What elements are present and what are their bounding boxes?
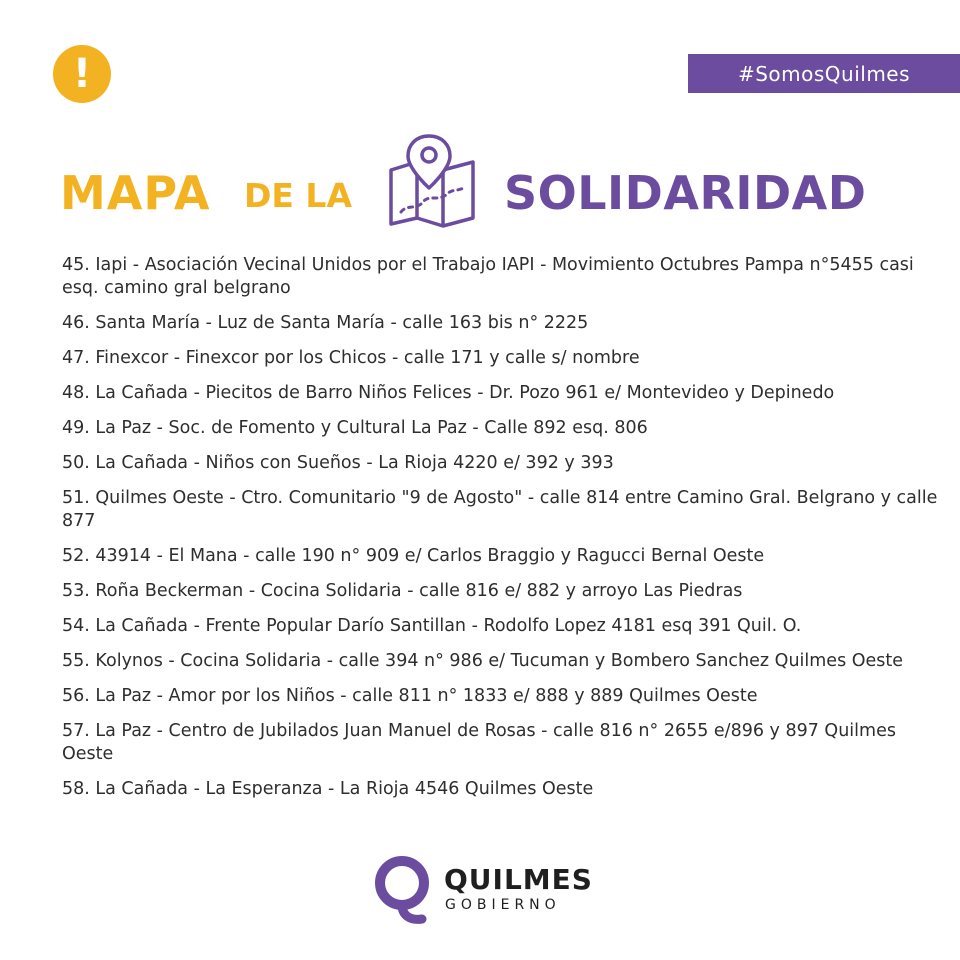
list-item: 56. La Paz - Amor por los Niños - calle 811 n° 1833 e/ 888 y 889 Quilmes Oeste [62, 686, 758, 706]
logo-name: QUILMES [444, 863, 593, 896]
list-item: 55. Kolynos - Cocina Solidaria - calle 394 n° 986 e/ Tucuman y Bombero Sanchez Quilmes Oeste [62, 651, 904, 671]
list-item: 46. Santa María - Luz de Santa María - calle 163 bis n° 2225 [62, 313, 589, 333]
list-item: 47. Finexcor - Finexcor por los Chicos - calle 171 y calle s/ nombre [62, 348, 640, 368]
list-item: 54. La Cañada - Frente Popular Darío Santillan - Rodolfo Lopez 4181 esq 391 Quil. O. [62, 616, 802, 636]
list-item: 58. La Cañada - La Esperanza - La Rioja 4546 Quilmes Oeste [62, 779, 594, 799]
map-pin-icon [383, 132, 479, 228]
quilmes-logo [372, 853, 602, 925]
title-part-solidaridad: SOLIDARIDAD [504, 166, 867, 220]
logo-subtitle: GOBIERNO [445, 897, 561, 913]
title-part-de-la: DE LA [244, 176, 352, 215]
list-item: 51. Quilmes Oeste - Ctro. Comunitario "9 de Agosto" - calle 814 entre Camino Gral. Belgrano y calle 877 [62, 488, 938, 531]
hashtag-banner: #SomosQuilmes [688, 54, 960, 93]
list-item: 53. Roña Beckerman - Cocina Solidaria - calle 816 e/ 882 y arroyo Las Piedras [62, 581, 743, 601]
title-part-mapa: MAPA [60, 166, 211, 220]
list-item: 49. La Paz - Soc. de Fomento y Cultural La Paz - Calle 892 esq. 806 [62, 418, 648, 438]
list-item: 52. 43914 - El Mana - calle 190 n° 909 e/ Carlos Braggio y Ragucci Bernal Oeste [62, 546, 765, 566]
quilmes-q-logo-icon [372, 853, 434, 925]
locations-list [62, 254, 942, 813]
list-item: 48. La Cañada - Piecitos de Barro Niños Felices - Dr. Pozo 961 e/ Montevideo y Depinedo [62, 383, 835, 403]
list-item: 45. Iapi - Asociación Vecinal Unidos por el Trabajo IAPI - Movimiento Octubres Pampa n°5455 casi esq. camino gral belgrano [62, 255, 914, 298]
exclamation-icon: ! [53, 45, 111, 103]
page-title [60, 132, 920, 228]
list-item: 57. La Paz - Centro de Jubilados Juan Manuel de Rosas - calle 816 n° 2655 e/896 y 897 Quilmes Oeste [62, 721, 896, 764]
list-item: 50. La Cañada - Niños con Sueños - La Rioja 4220 e/ 392 y 393 [62, 453, 614, 473]
